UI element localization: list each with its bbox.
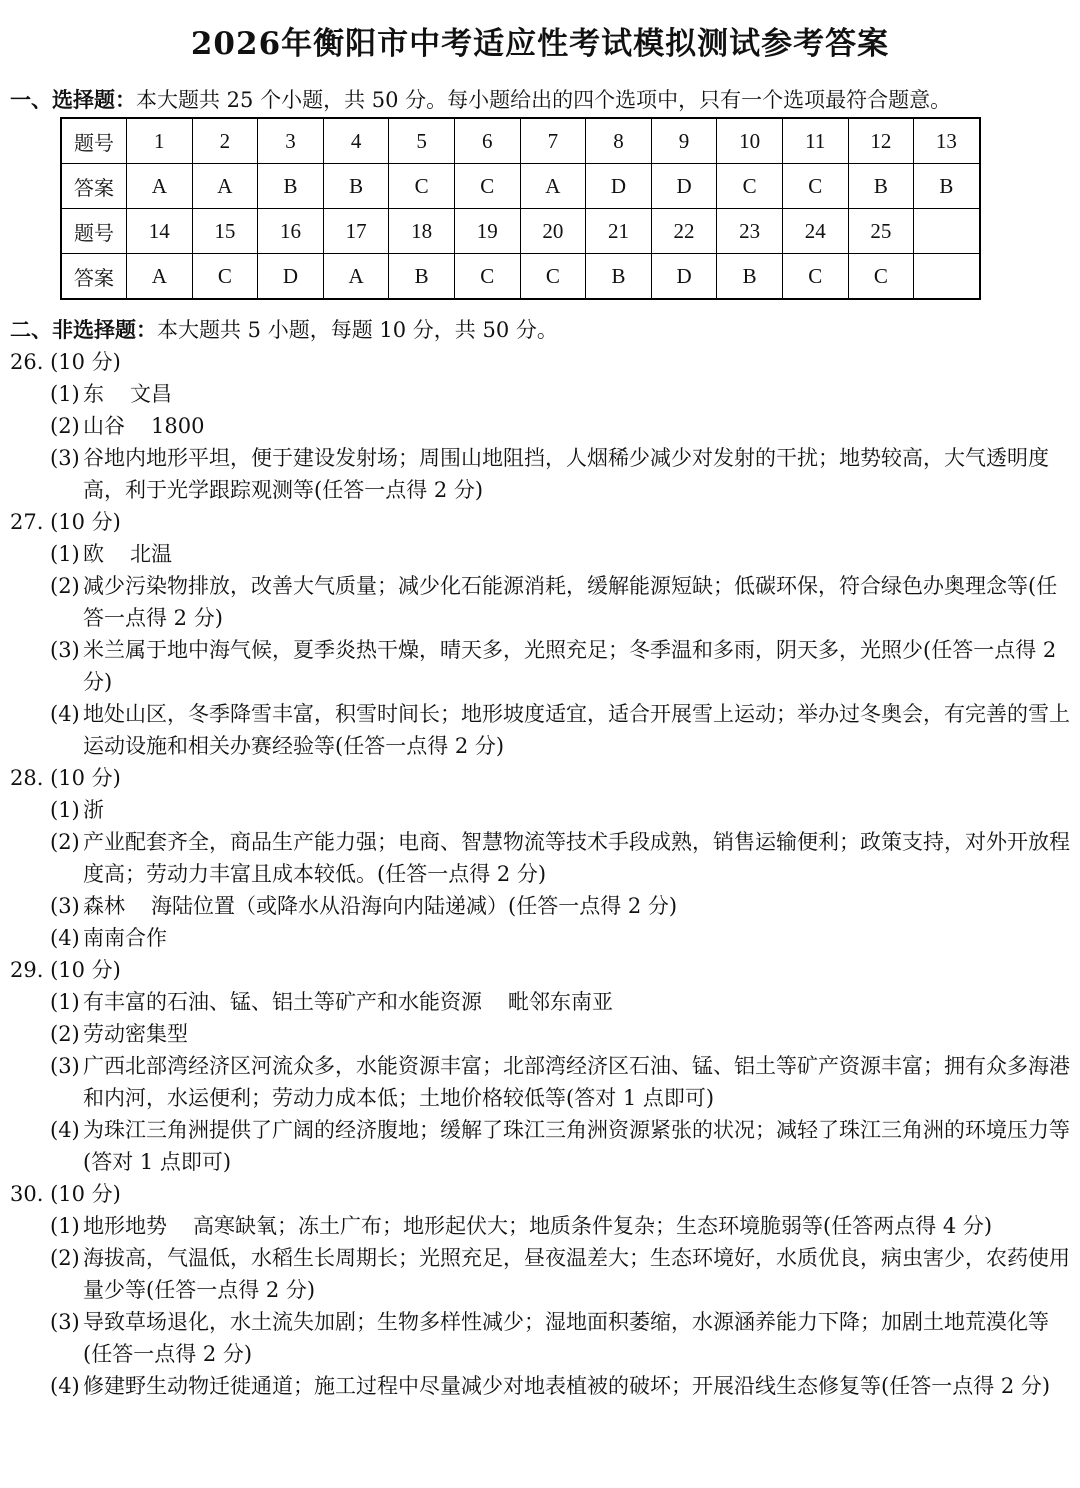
- answer-table: [60, 117, 981, 300]
- item-number: (3): [50, 446, 80, 470]
- question-number-cell: 13: [914, 118, 980, 164]
- answer-item: [50, 378, 1072, 410]
- answer-text: 森林: [83, 894, 125, 918]
- question-number-cell: 20: [520, 209, 586, 254]
- answer-text: 欧: [83, 542, 104, 566]
- question-heading: 28. (10 分): [10, 766, 121, 790]
- question-number-cell: 1: [127, 118, 193, 164]
- answer-item: [50, 410, 1072, 442]
- question-block: [10, 1178, 1072, 1402]
- question-number-cell: 25: [848, 209, 914, 254]
- question-number-cell: 6: [454, 118, 520, 164]
- question-number-cell: 4: [323, 118, 389, 164]
- answer-item: [50, 1050, 1072, 1114]
- question-number-cell: 14: [127, 209, 193, 254]
- answer-text: 地形地势: [83, 1214, 167, 1238]
- answer-cell: C: [192, 254, 258, 300]
- answer-label: 答案: [61, 164, 127, 209]
- answer-item: [50, 1210, 1072, 1242]
- question-heading: 29. (10 分): [10, 958, 121, 982]
- answer-text: 山谷: [83, 414, 125, 438]
- answer-cell: C: [717, 164, 783, 209]
- question-block: [10, 506, 1072, 762]
- answer-text: 南南合作: [83, 926, 167, 950]
- answer-row: [61, 254, 980, 300]
- item-number: (1): [50, 1214, 80, 1238]
- answer-text: 1800: [151, 414, 205, 438]
- item-number: (4): [50, 1374, 80, 1398]
- question-number-cell: 24: [782, 209, 848, 254]
- answer-text: 减少污染物排放，改善大气质量；减少化石能源消耗，缓解能源短缺；低碳环保，符合绿色办奥理念等(任答一点得 2 分): [83, 574, 1058, 630]
- answer-item: [50, 794, 1072, 826]
- answer-text: 毗邻东南亚: [508, 990, 613, 1014]
- answer-item: [50, 1306, 1072, 1370]
- answer-item: [50, 1114, 1072, 1178]
- question-number-row: [61, 118, 980, 164]
- question-list: [10, 346, 1072, 1402]
- question-number-cell: 22: [651, 209, 717, 254]
- item-number: (4): [50, 702, 80, 726]
- item-number: (1): [50, 798, 80, 822]
- answer-cell: [914, 254, 980, 300]
- section-1-heading: [10, 84, 951, 114]
- answer-text: 海陆位置（或降水从沿海向内陆递减）(任答一点得 2 分): [151, 894, 678, 918]
- answer-text: 海拔高，气温低，水稻生长周期长；光照充足，昼夜温差大；生态环境好，水质优良，病虫害少，农药使用量少等(任答一点得 2 分): [83, 1246, 1070, 1302]
- item-number: (1): [50, 382, 80, 406]
- item-number: (2): [50, 1022, 80, 1046]
- answer-text: 米兰属于地中海气候，夏季炎热干燥，晴天多，光照充足；冬季温和多雨，阴天多，光照少(任答一点得 2 分): [83, 638, 1057, 694]
- question-number-cell: [914, 209, 980, 254]
- question-number-cell: 2: [192, 118, 258, 164]
- answer-item: [50, 1370, 1072, 1402]
- answer-cell: D: [651, 164, 717, 209]
- answer-text: 有丰富的石油、锰、铝土等矿产和水能资源: [83, 990, 482, 1014]
- answer-cell: B: [323, 164, 389, 209]
- item-number: (2): [50, 574, 80, 598]
- question-number-cell: 8: [586, 118, 652, 164]
- item-number: (1): [50, 542, 80, 566]
- item-number: (1): [50, 990, 80, 1014]
- answer-cell: C: [454, 254, 520, 300]
- question-number-cell: 5: [389, 118, 455, 164]
- answer-cell: C: [454, 164, 520, 209]
- question-heading: 30. (10 分): [10, 1182, 121, 1206]
- answer-cell: C: [520, 254, 586, 300]
- answer-item: [50, 922, 1072, 954]
- answer-cell: A: [127, 254, 193, 300]
- answer-cell: A: [323, 254, 389, 300]
- answer-cell: D: [586, 164, 652, 209]
- answer-text: 浙: [83, 798, 104, 822]
- item-number: (2): [50, 1246, 80, 1270]
- answer-item: [50, 698, 1072, 762]
- item-number: (2): [50, 830, 80, 854]
- question-number-cell: 10: [717, 118, 783, 164]
- answer-label: 答案: [61, 254, 127, 300]
- answer-text: 谷地内地形平坦，便于建设发射场；周围山地阻挡，人烟稀少减少对发射的干扰；地势较高，大气透明度高，利于光学跟踪观测等(任答一点得 2 分): [83, 446, 1049, 502]
- question-number-cell: 9: [651, 118, 717, 164]
- answer-cell: B: [389, 254, 455, 300]
- answer-text: 地处山区，冬季降雪丰富，积雪时间长；地形坡度适宜，适合开展雪上运动；举办过冬奥会，有完善的雪上运动设施和相关办赛经验等(任答一点得 2 分): [83, 702, 1070, 758]
- answer-cell: C: [848, 254, 914, 300]
- item-number: (3): [50, 1310, 80, 1334]
- answer-cell: A: [192, 164, 258, 209]
- answer-cell: D: [258, 254, 324, 300]
- question-number-cell: 21: [586, 209, 652, 254]
- answer-cell: B: [586, 254, 652, 300]
- item-number: (3): [50, 894, 80, 918]
- section-1-description: 本大题共 25 个小题，共 50 分。每小题给出的四个选项中，只有一个选项最符合题意。: [136, 88, 952, 112]
- answer-cell: B: [848, 164, 914, 209]
- question-number-cell: 7: [520, 118, 586, 164]
- question-number-cell: 18: [389, 209, 455, 254]
- answer-item: [50, 538, 1072, 570]
- question-number-cell: 17: [323, 209, 389, 254]
- answer-cell: B: [258, 164, 324, 209]
- answer-cell: C: [782, 164, 848, 209]
- question-heading: 26. (10 分): [10, 350, 121, 374]
- answer-item: [50, 986, 1072, 1018]
- answer-text: 劳动密集型: [83, 1022, 188, 1046]
- question-number-cell: 12: [848, 118, 914, 164]
- answer-cell: D: [651, 254, 717, 300]
- question-number-label: 题号: [61, 118, 127, 164]
- item-number: (3): [50, 638, 80, 662]
- answer-cell: A: [520, 164, 586, 209]
- question-block: [10, 762, 1072, 954]
- question-number-cell: 19: [454, 209, 520, 254]
- answer-cell: B: [914, 164, 980, 209]
- section-2-heading: [10, 314, 558, 344]
- item-number: (4): [50, 926, 80, 950]
- question-number-row: [61, 209, 980, 254]
- answer-text: 修建野生动物迁徙通道；施工过程中尽量减少对地表植被的破坏；开展沿线生态修复等(任答一点得 2 分): [83, 1374, 1051, 1398]
- question-number-cell: 11: [782, 118, 848, 164]
- answer-cell: B: [717, 254, 783, 300]
- answer-item: [50, 442, 1072, 506]
- answer-item: [50, 826, 1072, 890]
- item-number: (4): [50, 1118, 80, 1142]
- answer-text: 广西北部湾经济区河流众多，水能资源丰富；北部湾经济区石油、锰、铝土等矿产资源丰富；拥有众多海港和内河，水运便利；劳动力成本低；土地价格较低等(答对 1 点即可): [83, 1054, 1070, 1110]
- answer-item: [50, 634, 1072, 698]
- question-number-label: 题号: [61, 209, 127, 254]
- section-1-label: 一、选择题：: [10, 87, 136, 112]
- answer-text: 北温: [130, 542, 172, 566]
- question-heading: 27. (10 分): [10, 510, 121, 534]
- answer-cell: C: [389, 164, 455, 209]
- answer-text: 产业配套齐全，商品生产能力强；电商、智慧物流等技术手段成熟，销售运输便利；政策支持，对外开放程度高；劳动力丰富且成本较低。(任答一点得 2 分): [83, 830, 1070, 886]
- section-2-description: 本大题共 5 小题，每题 10 分，共 50 分。: [157, 318, 558, 342]
- answer-cell: C: [782, 254, 848, 300]
- answer-text: 导致草场退化，水土流失加剧；生物多样性减少；湿地面积萎缩，水源涵养能力下降；加剧土地荒漠化等(任答一点得 2 分): [83, 1310, 1049, 1366]
- answer-text: 东: [83, 382, 104, 406]
- question-block: [10, 346, 1072, 506]
- answer-text: 为珠江三角洲提供了广阔的经济腹地；缓解了珠江三角洲资源紧张的状况；减轻了珠江三角洲的环境压力等(答对 1 点即可): [83, 1118, 1070, 1174]
- question-number-cell: 3: [258, 118, 324, 164]
- answer-row: [61, 164, 980, 209]
- question-block: [10, 954, 1072, 1178]
- answer-item: [50, 1018, 1072, 1050]
- answer-text: 高寒缺氧；冻土广布；地形起伏大；地质条件复杂；生态环境脆弱等(任答两点得 4 分): [193, 1214, 993, 1238]
- section-2-label: 二、非选择题：: [10, 317, 157, 342]
- page-title: 2026年衡阳市中考适应性考试模拟测试参考答案: [190, 26, 890, 62]
- question-number-cell: 23: [717, 209, 783, 254]
- answer-cell: A: [127, 164, 193, 209]
- question-number-cell: 15: [192, 209, 258, 254]
- answer-item: [50, 890, 1072, 922]
- item-number: (3): [50, 1054, 80, 1078]
- question-number-cell: 16: [258, 209, 324, 254]
- item-number: (2): [50, 414, 80, 438]
- answer-item: [50, 1242, 1072, 1306]
- answer-item: [50, 570, 1072, 634]
- answer-text: 文昌: [130, 382, 172, 406]
